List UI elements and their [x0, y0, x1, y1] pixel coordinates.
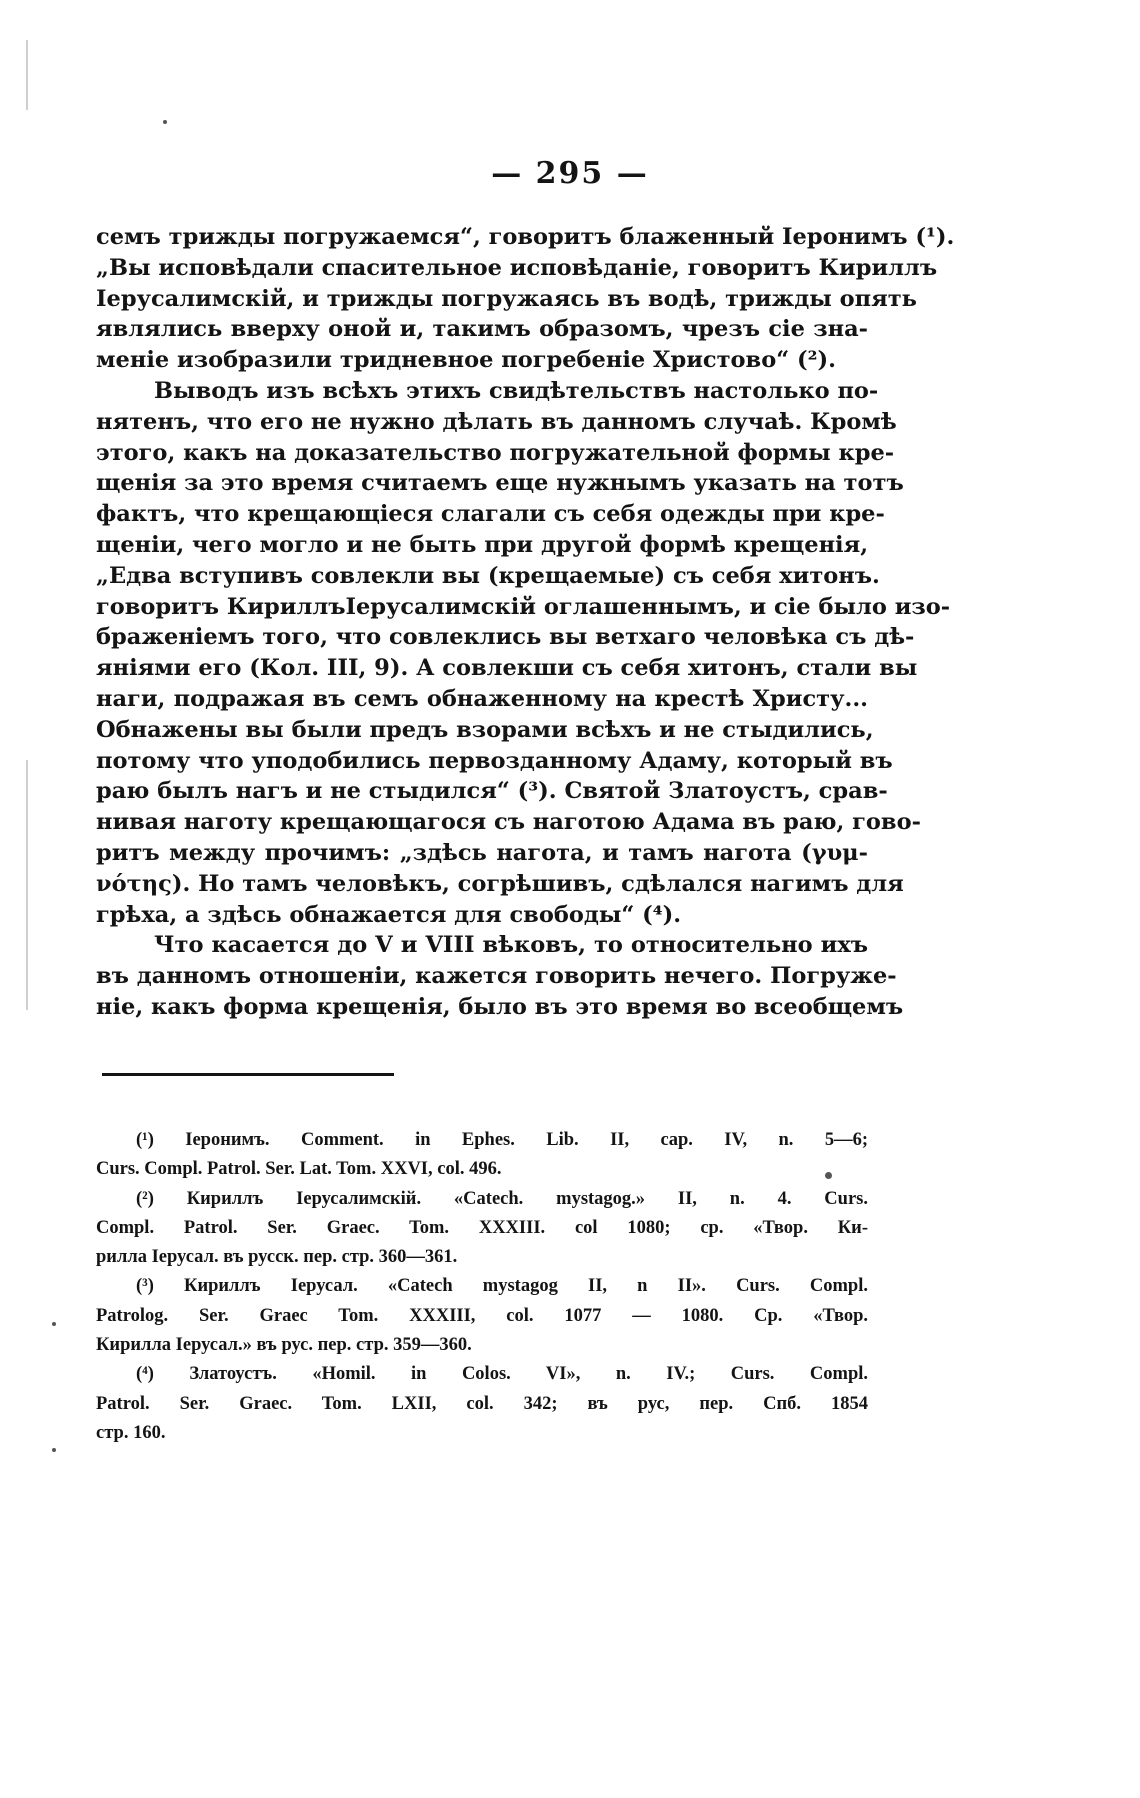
text-line: нивая наготу крещающагося съ наготою Адама въ раю, гово- — [96, 809, 921, 836]
text-line: щенія за это время считаемъ еще нужнымъ указать на тотъ — [96, 470, 904, 497]
footnote-line: (²) Кириллъ Іерусалимскій. «Catech. mystagog.» II, n. 4. Curs. — [136, 1188, 868, 1209]
scan-speck — [52, 1448, 56, 1452]
text-line: раю былъ нагъ и не стыдился“ (³). Святой Златоустъ, срав- — [96, 778, 888, 805]
text-line: говоритъ КириллъІерусалимскій оглашеннымъ, и сіе было изо- — [96, 593, 951, 620]
text-line: Выводъ изъ всѣхъ этихъ свидѣтельствъ настолько по- — [154, 377, 879, 404]
footnote-line: Patrol. Ser. Graec. Tom. LXII, col. 342; въ рус, пер. Спб. 1854 — [96, 1393, 868, 1414]
footnote-line: (¹) Іеронимъ. Comment. in Ephes. Lib. II, cap. IV, n. 5—6; — [136, 1130, 868, 1150]
footnote-line: Curs. Compl. Patrol. Ser. Lat. Tom. XXVI, col. 496. — [96, 1159, 502, 1180]
main-text — [96, 222, 955, 1023]
scan-speck — [52, 1322, 56, 1326]
scan-speck — [825, 1172, 832, 1179]
text-line: фактъ, что крещающіеся слагали съ себя одежды при кре- — [96, 501, 885, 528]
text-line: „Едва вступивъ совлекли вы (крещаемые) съ себя хитонъ. — [96, 562, 880, 589]
footnote-divider — [102, 1073, 394, 1076]
scan-margin-mark — [26, 40, 28, 110]
text-line: наги, подражая въ семъ обнаженному на крестѣ Христу... — [96, 685, 868, 712]
text-line: нятенъ, что его не нужно дѣлать въ данномъ случаѣ. Кромѣ — [96, 408, 897, 435]
footnotes — [96, 1126, 868, 1448]
footnote-line: (³) Кириллъ Іерусал. «Catech mystagog II, n II». Curs. Compl. — [136, 1276, 868, 1297]
text-line: ніе, какъ форма крещенія, было въ это время во всеобщемъ — [96, 993, 904, 1020]
text-line: меніе изобразили тридневное погребеніе Христово“ (²). — [96, 347, 836, 374]
text-line: въ данномъ отношеніи, кажется говорить нечего. Погруже- — [96, 963, 897, 990]
text-line: щеніи, чего могло и не быть при другой формѣ крещенія, — [96, 531, 869, 558]
text-line: грѣха, а здѣсь обнажается для свободы“ (⁴). — [96, 901, 682, 928]
footnote-line: Кирилла Іерусал.» въ рус. пер. стр. 359—360. — [96, 1335, 472, 1356]
footnote-line: Compl. Patrol. Ser. Graec. Tom. XXXIII. col 1080; ср. «Твор. Ки- — [96, 1217, 868, 1238]
footnote-line: Patrolog. Ser. Graec Tom. XXXIII, col. 1077 — 1080. Ср. «Твор. — [96, 1305, 868, 1326]
scan-speck — [163, 120, 167, 124]
text-line: Обнажены вы были предъ взорами всѣхъ и не стыдились, — [96, 716, 874, 743]
text-line: νότης). Но тамъ человѣкъ, согрѣшивъ, сдѣлался нагимъ для — [96, 870, 904, 897]
footnote-line: стр. 160. — [96, 1422, 166, 1443]
text-line: потому что уподобились первозданному Адаму, который въ — [96, 747, 893, 774]
text-line: семъ трижды погружаемся“, говоритъ блаженный Іеронимъ (¹). — [96, 224, 955, 250]
page-number: — 295 — — [491, 156, 649, 191]
footnote-line: (⁴) Златоустъ. «Homil. in Colos. VI», n. IV.; Curs. Compl. — [136, 1364, 868, 1385]
text-line: являлись вверху оной и, такимъ образомъ, чрезъ сіе зна- — [96, 316, 868, 343]
text-line: этого, какъ на доказательство погружательной формы кре- — [96, 439, 895, 466]
text-line: Іерусалимскій, и трижды погружаясь въ водѣ, трижды опять — [96, 285, 917, 312]
footnote-line: рилла Іерусал. въ русск. пер. стр. 360—361. — [96, 1247, 458, 1268]
text-line: Что касается до V и VIII вѣковъ, то относительно ихъ — [154, 932, 868, 959]
text-line: ритъ между прочимъ: „здѣсь нагота, и тамъ нагота (γυμ- — [96, 839, 868, 866]
text-line: „Вы исповѣдали спасительное исповѣданіе, говоритъ Кириллъ — [96, 254, 938, 281]
text-line: яніями его (Кол. III, 9). А совлекши съ себя хитонъ, стали вы — [96, 655, 918, 682]
text-line: браженіемъ того, что совлеклись вы ветхаго человѣка съ дѣ- — [96, 624, 915, 651]
scan-margin-mark — [26, 760, 28, 1010]
